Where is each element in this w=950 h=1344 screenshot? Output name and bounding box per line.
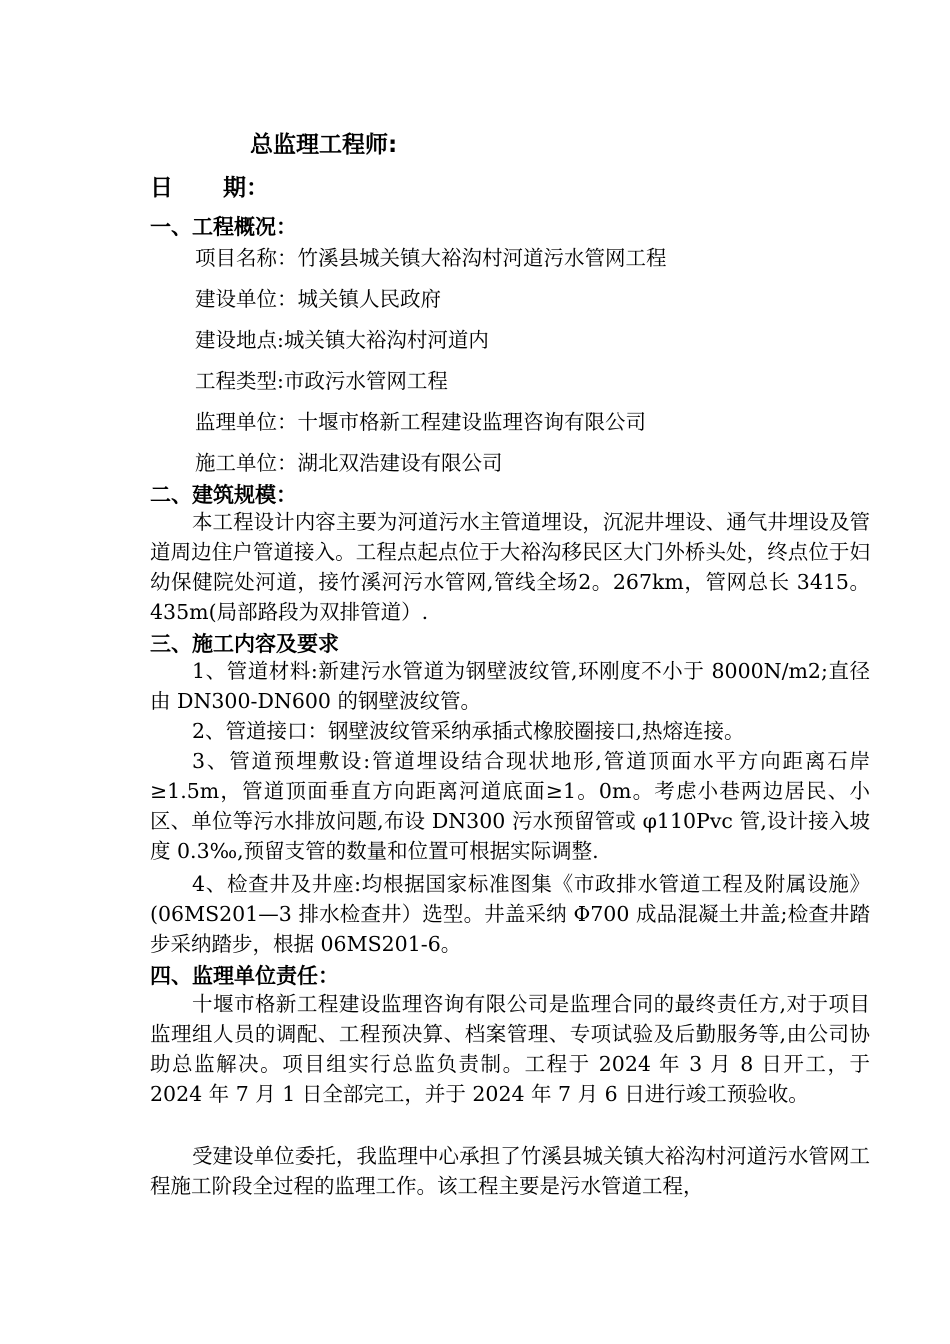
date-label-part-2: 期：: [223, 175, 269, 201]
date-label: [150, 169, 269, 202]
date-label-part-1: 日: [150, 175, 173, 201]
contractor-unit: 施工单位：湖北双浩建设有限公司: [195, 451, 503, 475]
supervision-unit: 监理单位：十堰市格新工程建设监理咨询有限公司: [195, 410, 646, 434]
project-name: 项目名称：竹溪县城关镇大裕沟村河道污水管网工程: [195, 246, 667, 270]
section-heading-construction: 三、施工内容及要求: [150, 632, 339, 656]
scale-paragraph: 本工程设计内容主要为河道污水主管道埋设，沉泥井埋设、通气井埋设及管道周边住户管道接入。工程点起点位于大裕沟移民区大门外桥头处，终点位于妇幼保健院处河道，接竹溪河污水管网,管线全场2。267km，管网总长 3415。435m(局部路段为双排管道）.: [150, 510, 870, 624]
responsibility-paragraph-2: 受建设单位委托，我监理中心承担了竹溪县城关镇大裕沟村河道污水管网工程施工阶段全过程的监理工作。该工程主要是污水管道工程，: [150, 1144, 870, 1198]
construction-item-laying: 3、管道预埋敷设:管道埋设结合现状地形,管道顶面水平方向距离石岸≥1.5m，管道顶面垂直方向距离河道底面≥1。0m。考虑小巷两边居民、小区、单位等污水排放问题,布设 DN300 污水预留管或 φ110Pvc 管,设计接入坡度 0.3‰,预留支管的数量和位置可根据实际调整.: [150, 749, 870, 863]
chief-engineer-signature-label: 总监理工程师:: [250, 132, 398, 158]
construction-item-joint: 2、管道接口：钢壁波纹管采纳承插式橡胶圈接口,热熔连接。: [192, 719, 745, 743]
project-type: 工程类型:市政污水管网工程: [195, 369, 448, 393]
section-heading-responsibility: 四、监理单位责任：: [150, 964, 339, 988]
client-unit: 建设单位：城关镇人民政府: [195, 287, 441, 311]
section-heading-overview: 一、工程概况：: [150, 215, 297, 239]
construction-item-manhole: 4、检查井及井座:均根据国家标准图集《市政排水管道工程及附属设施》(06MS201—3 排水检查井）选型。井盖采纳 Φ700 成品混凝土井盖;检查井踏步采纳踏步，根据 06MS201-6。: [150, 872, 870, 956]
construction-item-material: 1、管道材料:新建污水管道为钢壁波纹管,环刚度不小于 8000N/m2;直径由 DN300-DN600 的钢壁波纹管。: [150, 659, 870, 713]
section-heading-scale: 二、建筑规模：: [150, 483, 297, 507]
construction-site: 建设地点:城关镇大裕沟村河道内: [195, 328, 489, 352]
responsibility-paragraph-1: 十堰市格新工程建设监理咨询有限公司是监理合同的最终责任方,对于项目监理组人员的调配、工程预决算、档案管理、专项试验及后勤服务等,由公司协助总监解决。项目组实行总监负责制。工程于 2024 年 3 月 8 日开工，于 2024 年 7 月 1 日全部完工，并于 2024 年 7 月 6 日进行竣工预验收。: [150, 992, 870, 1106]
